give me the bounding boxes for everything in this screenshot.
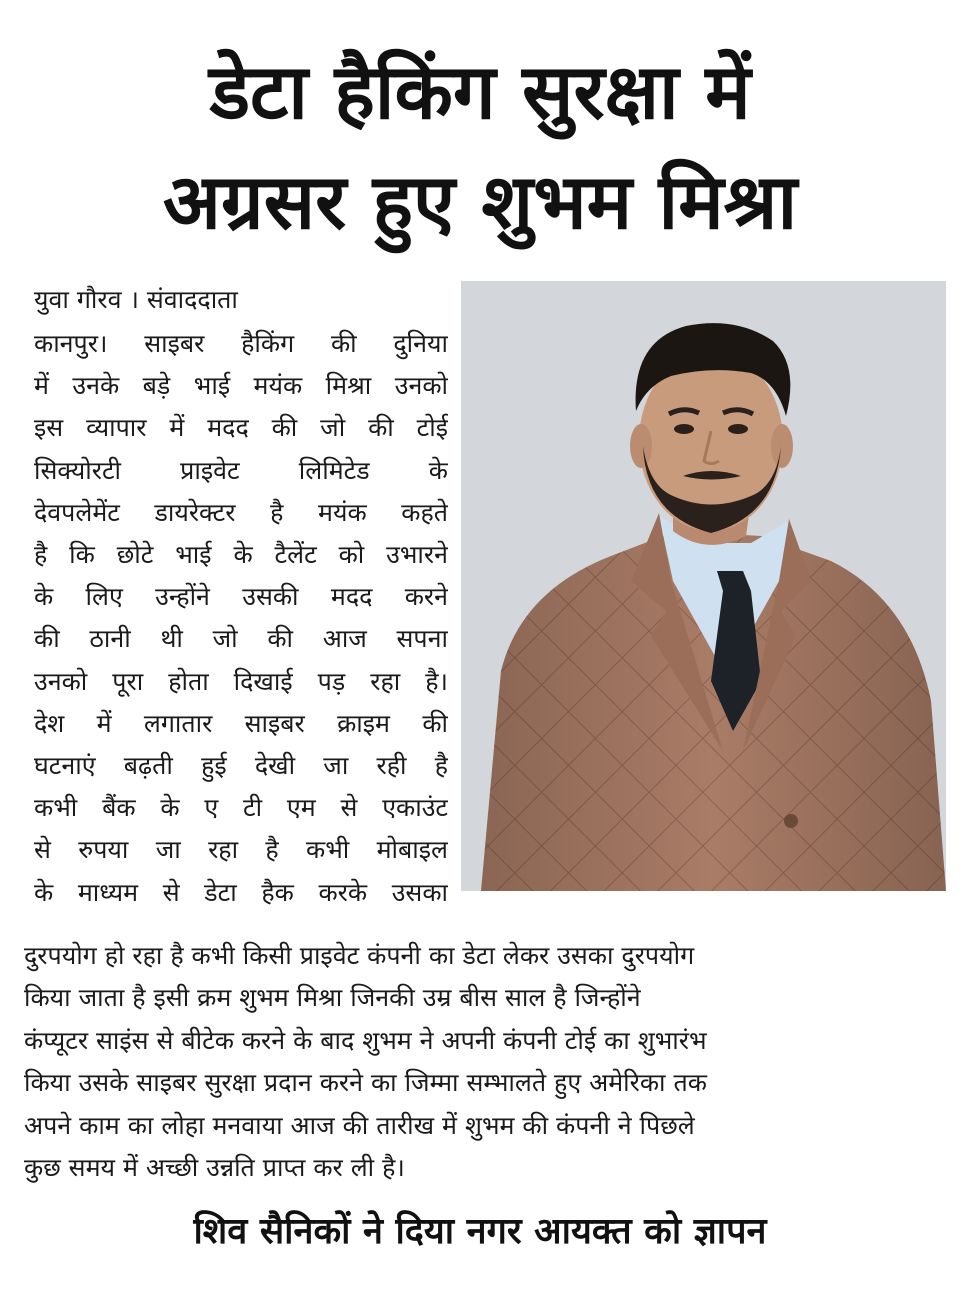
next-article-headline: शिव सैनिकों ने दिया नगर आयक्त को ज्ञापन bbox=[193, 1211, 767, 1252]
column-line: देश में लगातार साइबर क्राइम की bbox=[34, 708, 448, 738]
full-line: कंप्यूटर साइंस से बीटेक करने के बाद शुभम ने अपनी कंपनी टोई का शुभारंभ bbox=[24, 1025, 707, 1055]
byline: युवा गौरव । संवाददाता bbox=[34, 285, 238, 314]
column-line: देवपलेमेंट डायरेक्टर है मयंक कहते bbox=[34, 497, 448, 527]
column-line: के लिए उन्होंने उसकी मदद करने bbox=[34, 582, 448, 612]
portrait-photo bbox=[461, 281, 946, 891]
column-line: के माध्यम से डेटा हैक करके उसका bbox=[34, 877, 448, 907]
column-line: घटनाएं बढ़ती हुई देखी जा रही है bbox=[34, 751, 448, 781]
column-line: उनको पूरा होता दिखाई पड़ रहा है। bbox=[34, 666, 448, 696]
headline-line-1: डेटा हैकिंग सुरक्षा में bbox=[209, 47, 751, 136]
column-line: सिक्योरटी प्राइवेट लिमिटेड के bbox=[34, 455, 448, 485]
full-line: दुरपयोग हो रहा है कभी किसी प्राइवेट कंपनी का डेटा लेकर उसका दुरपयोग bbox=[24, 941, 695, 970]
column-line: कानपुर। साइबर हैकिंग की दुनिया bbox=[34, 329, 448, 358]
full-line: अपने काम का लोहा मनवाया आज की तारीख में शुभम की कंपनी ने पिछले bbox=[24, 1110, 695, 1140]
article-full-text bbox=[24, 935, 918, 1189]
headline-line-2: अग्रसर हुए शुभम मिश्रा bbox=[162, 157, 798, 246]
column-line: से रुपया जा रहा है कभी मोबाइल bbox=[34, 835, 448, 865]
full-line: किया जाता है इसी क्रम शुभम मिश्रा जिनकी उम्र बीस साल है जिन्होंने bbox=[24, 983, 641, 1013]
column-line: की ठानी थी जो की आज सपना bbox=[34, 624, 448, 654]
column-line: इस व्यापार में मदद की जो की टोई bbox=[34, 413, 448, 443]
column-line: में उनके बड़े भाई मयंक मिश्रा उनको bbox=[34, 371, 448, 401]
column-line: कभी बैंक के ए टी एम से एकाउंट bbox=[34, 793, 448, 823]
full-line: कुछ समय में अच्छी उन्नति प्राप्त कर ली है। bbox=[24, 1153, 405, 1183]
column-line: है कि छोटे भाई के टैलेंट को उभारने bbox=[34, 540, 448, 570]
article-column-text bbox=[34, 323, 448, 914]
portrait-illustration bbox=[461, 281, 946, 891]
full-line: किया उसके साइबर सुरक्षा प्रदान करने का जिम्मा सम्भालते हुए अमेरिका तक bbox=[24, 1068, 707, 1098]
